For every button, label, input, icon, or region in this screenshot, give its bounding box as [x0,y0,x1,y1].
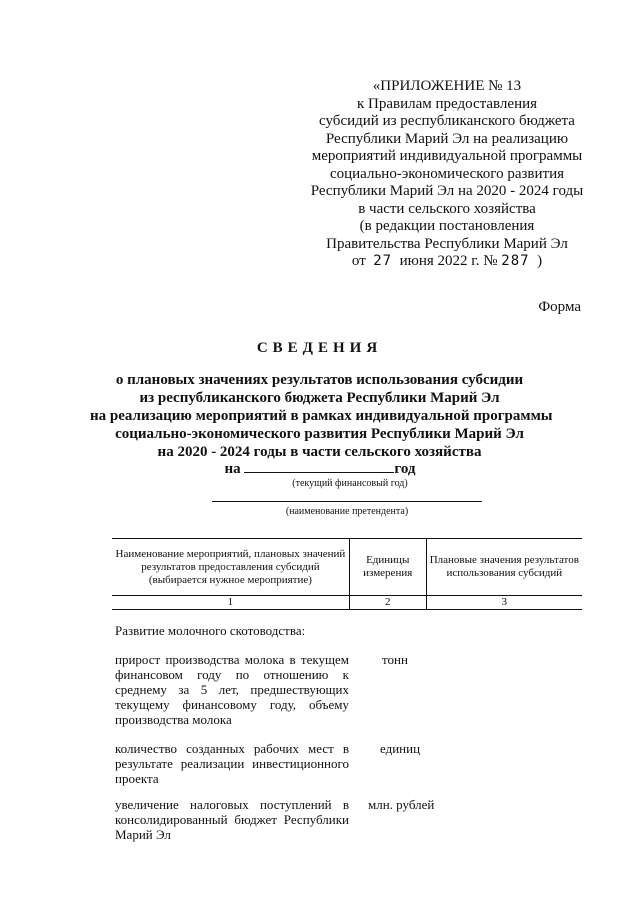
resolution-number: 287 [501,253,530,269]
appendix-line: к Правилам предоставления [356,95,538,112]
appendix-line: социально-экономического развития [329,165,565,182]
column-number: 3 [426,596,582,610]
column-number: 1 [112,596,349,610]
year-prefix: на [224,461,241,477]
section-title: Развитие молочного скотоводства: [115,623,306,638]
appendix-line: мероприятий индивидуальной программы [311,148,583,164]
caption-pretender: (наименование претендента) [285,506,409,517]
results-table [112,538,582,610]
item-unit: единиц [380,741,421,756]
subtitle-line: о плановых значениях результатов использования субсидии [115,372,524,388]
pretender-blank-field[interactable] [212,501,482,502]
date-prefix: от [351,253,366,269]
header-activity: Наименование мероприятий, плановых значений результатов предоставления субсидий (выбирается нужное мероприятие) [112,539,349,596]
table-number-row [112,596,582,610]
document-subtitle [90,371,553,461]
date-month-year: июня 2022 г. № [399,253,498,269]
document-title: СВЕДЕНИЯ [256,340,383,356]
appendix-line: субсидий из республиканского бюджета [319,113,575,129]
appendix-line: в части сельского хозяйства [358,200,536,217]
table-header-row [112,539,582,596]
subtitle-line: социально-экономического развития Республики Марий Эл [115,426,524,442]
appendix-line: (в редакции постановления [359,218,535,234]
year-blank-field[interactable] [244,458,394,473]
appendix-line: Правительства Республики Марий Эл [326,235,568,252]
header-units: Единицы измерения [349,539,426,596]
form-label: Форма [538,299,581,315]
appendix-line: Республики Марий Эл на 2020 - 2024 годы [310,183,584,199]
subtitle-line: из республиканского бюджета Республики Марий Эл [139,390,500,406]
year-line [200,458,440,478]
date-suffix: ) [537,253,543,269]
subtitle-line: на реализацию мероприятий в рамках индивидуальной программы [90,408,553,424]
year-suffix: год [394,461,416,477]
caption-year: (текущий финансовый год) [292,478,408,489]
header-planned-values: Плановые значения результатов использования субсидий [426,539,582,596]
date-day: 27 [373,253,393,269]
appendix-header [300,78,594,271]
column-number: 2 [349,596,426,610]
appendix-date-line [300,253,594,271]
item-unit: млн. рублей [368,797,435,812]
appendix-line: Республики Марий Эл на реализацию [325,130,569,147]
subtitle-line: на 2020 - 2024 годы в части сельского хозяйства [157,444,482,460]
appendix-line: «ПРИЛОЖЕНИЕ № 13 [372,78,522,94]
list-item: увеличение налоговых поступлений в консолидированный бюджет Республики Марий Эл [115,797,349,842]
item-unit: тонн [382,652,408,667]
list-item: количество созданных рабочих мест в результате реализации инвестиционного проекта [115,741,349,786]
list-item: прирост производства молока в текущем финансовом году по отношению к среднему за 5 лет, предшествующих текущему финансовому году, объему производства молока [115,652,349,727]
